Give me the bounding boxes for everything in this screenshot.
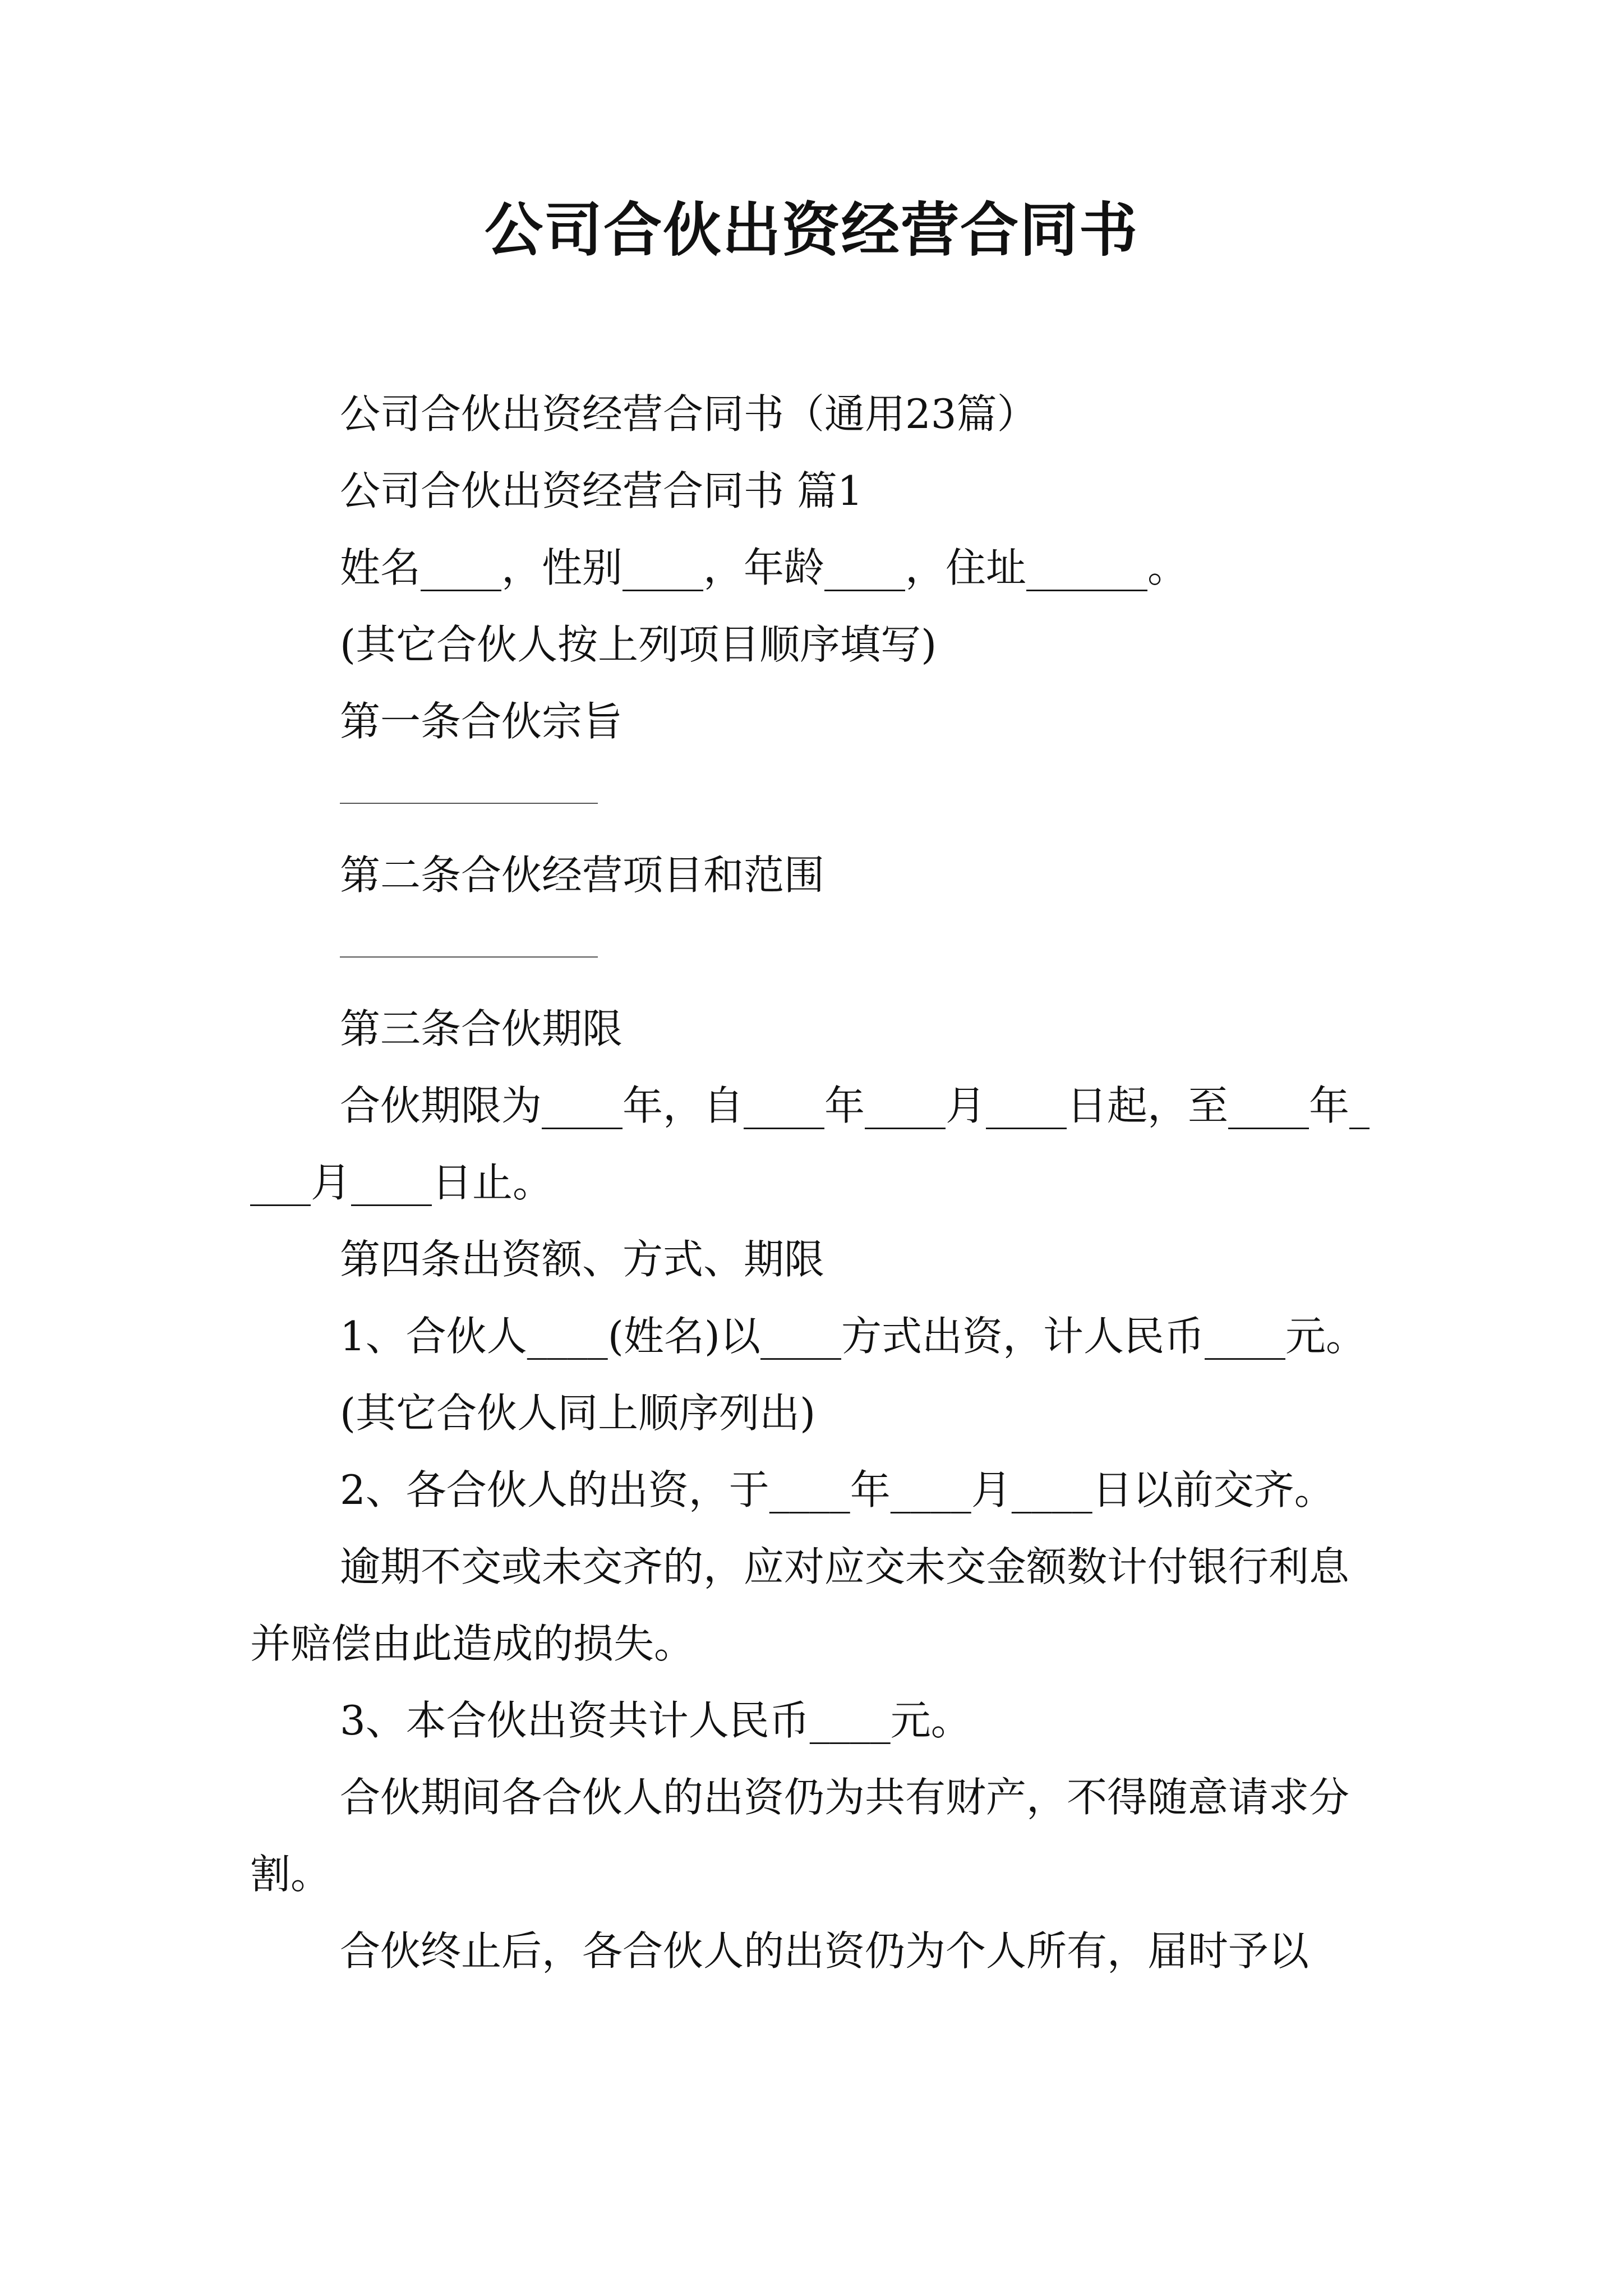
- contribution-item-1: 1、合伙人____(姓名)以____方式出资，计人民币____元。: [340, 1313, 1366, 1360]
- contribution-note: (其它合伙人同上顺序列出): [340, 1389, 816, 1437]
- partner-info-paragraph: 姓名____，性别____，年龄____，住址______。: [340, 544, 1188, 591]
- fill-instruction-paragraph: (其它合伙人按上列项目顺序填写): [340, 621, 937, 668]
- subtitle-paragraph: 公司合伙出资经营合同书（通用23篇）: [340, 390, 1038, 438]
- term-paragraph: 合伙期限为____年，自____年____月____日起，至____年____月____日止。: [250, 1082, 1370, 1206]
- common-property-paragraph: 合伙期间各合伙人的出资仍为共有财产，不得随意请求分割。: [250, 1774, 1350, 1898]
- article-3-heading: 第三条合伙期限: [340, 1005, 623, 1052]
- article-1-heading: 第一条合伙宗旨: [340, 698, 623, 745]
- termination-paragraph: 合伙终止后，各合伙人的出资仍为个人所有，届时予以: [340, 1927, 1310, 1975]
- contribution-item-2: 2、各合伙人的出资，于____年____月____日以前交齐。: [340, 1466, 1335, 1513]
- late-payment-paragraph: 逾期不交或未交齐的，应对应交未交金额数计付银行利息并赔偿由此造成的损失。: [250, 1543, 1350, 1667]
- contribution-item-3: 3、本合伙出资共计人民币____元。: [340, 1697, 971, 1744]
- section-heading: 公司合伙出资经营合同书 篇1: [340, 467, 863, 514]
- blank-line-1: [250, 760, 1377, 837]
- article-2-heading: 第二条合伙经营项目和范围: [340, 852, 825, 899]
- document-title: 公司合伙出资经营合同书: [484, 196, 1138, 264]
- underline-rule: [340, 956, 598, 958]
- article-4-heading: 第四条出资额、方式、期限: [340, 1236, 825, 1283]
- blank-line-2: [250, 914, 1377, 991]
- document-body: [250, 376, 1377, 1990]
- underline-rule: [340, 803, 598, 804]
